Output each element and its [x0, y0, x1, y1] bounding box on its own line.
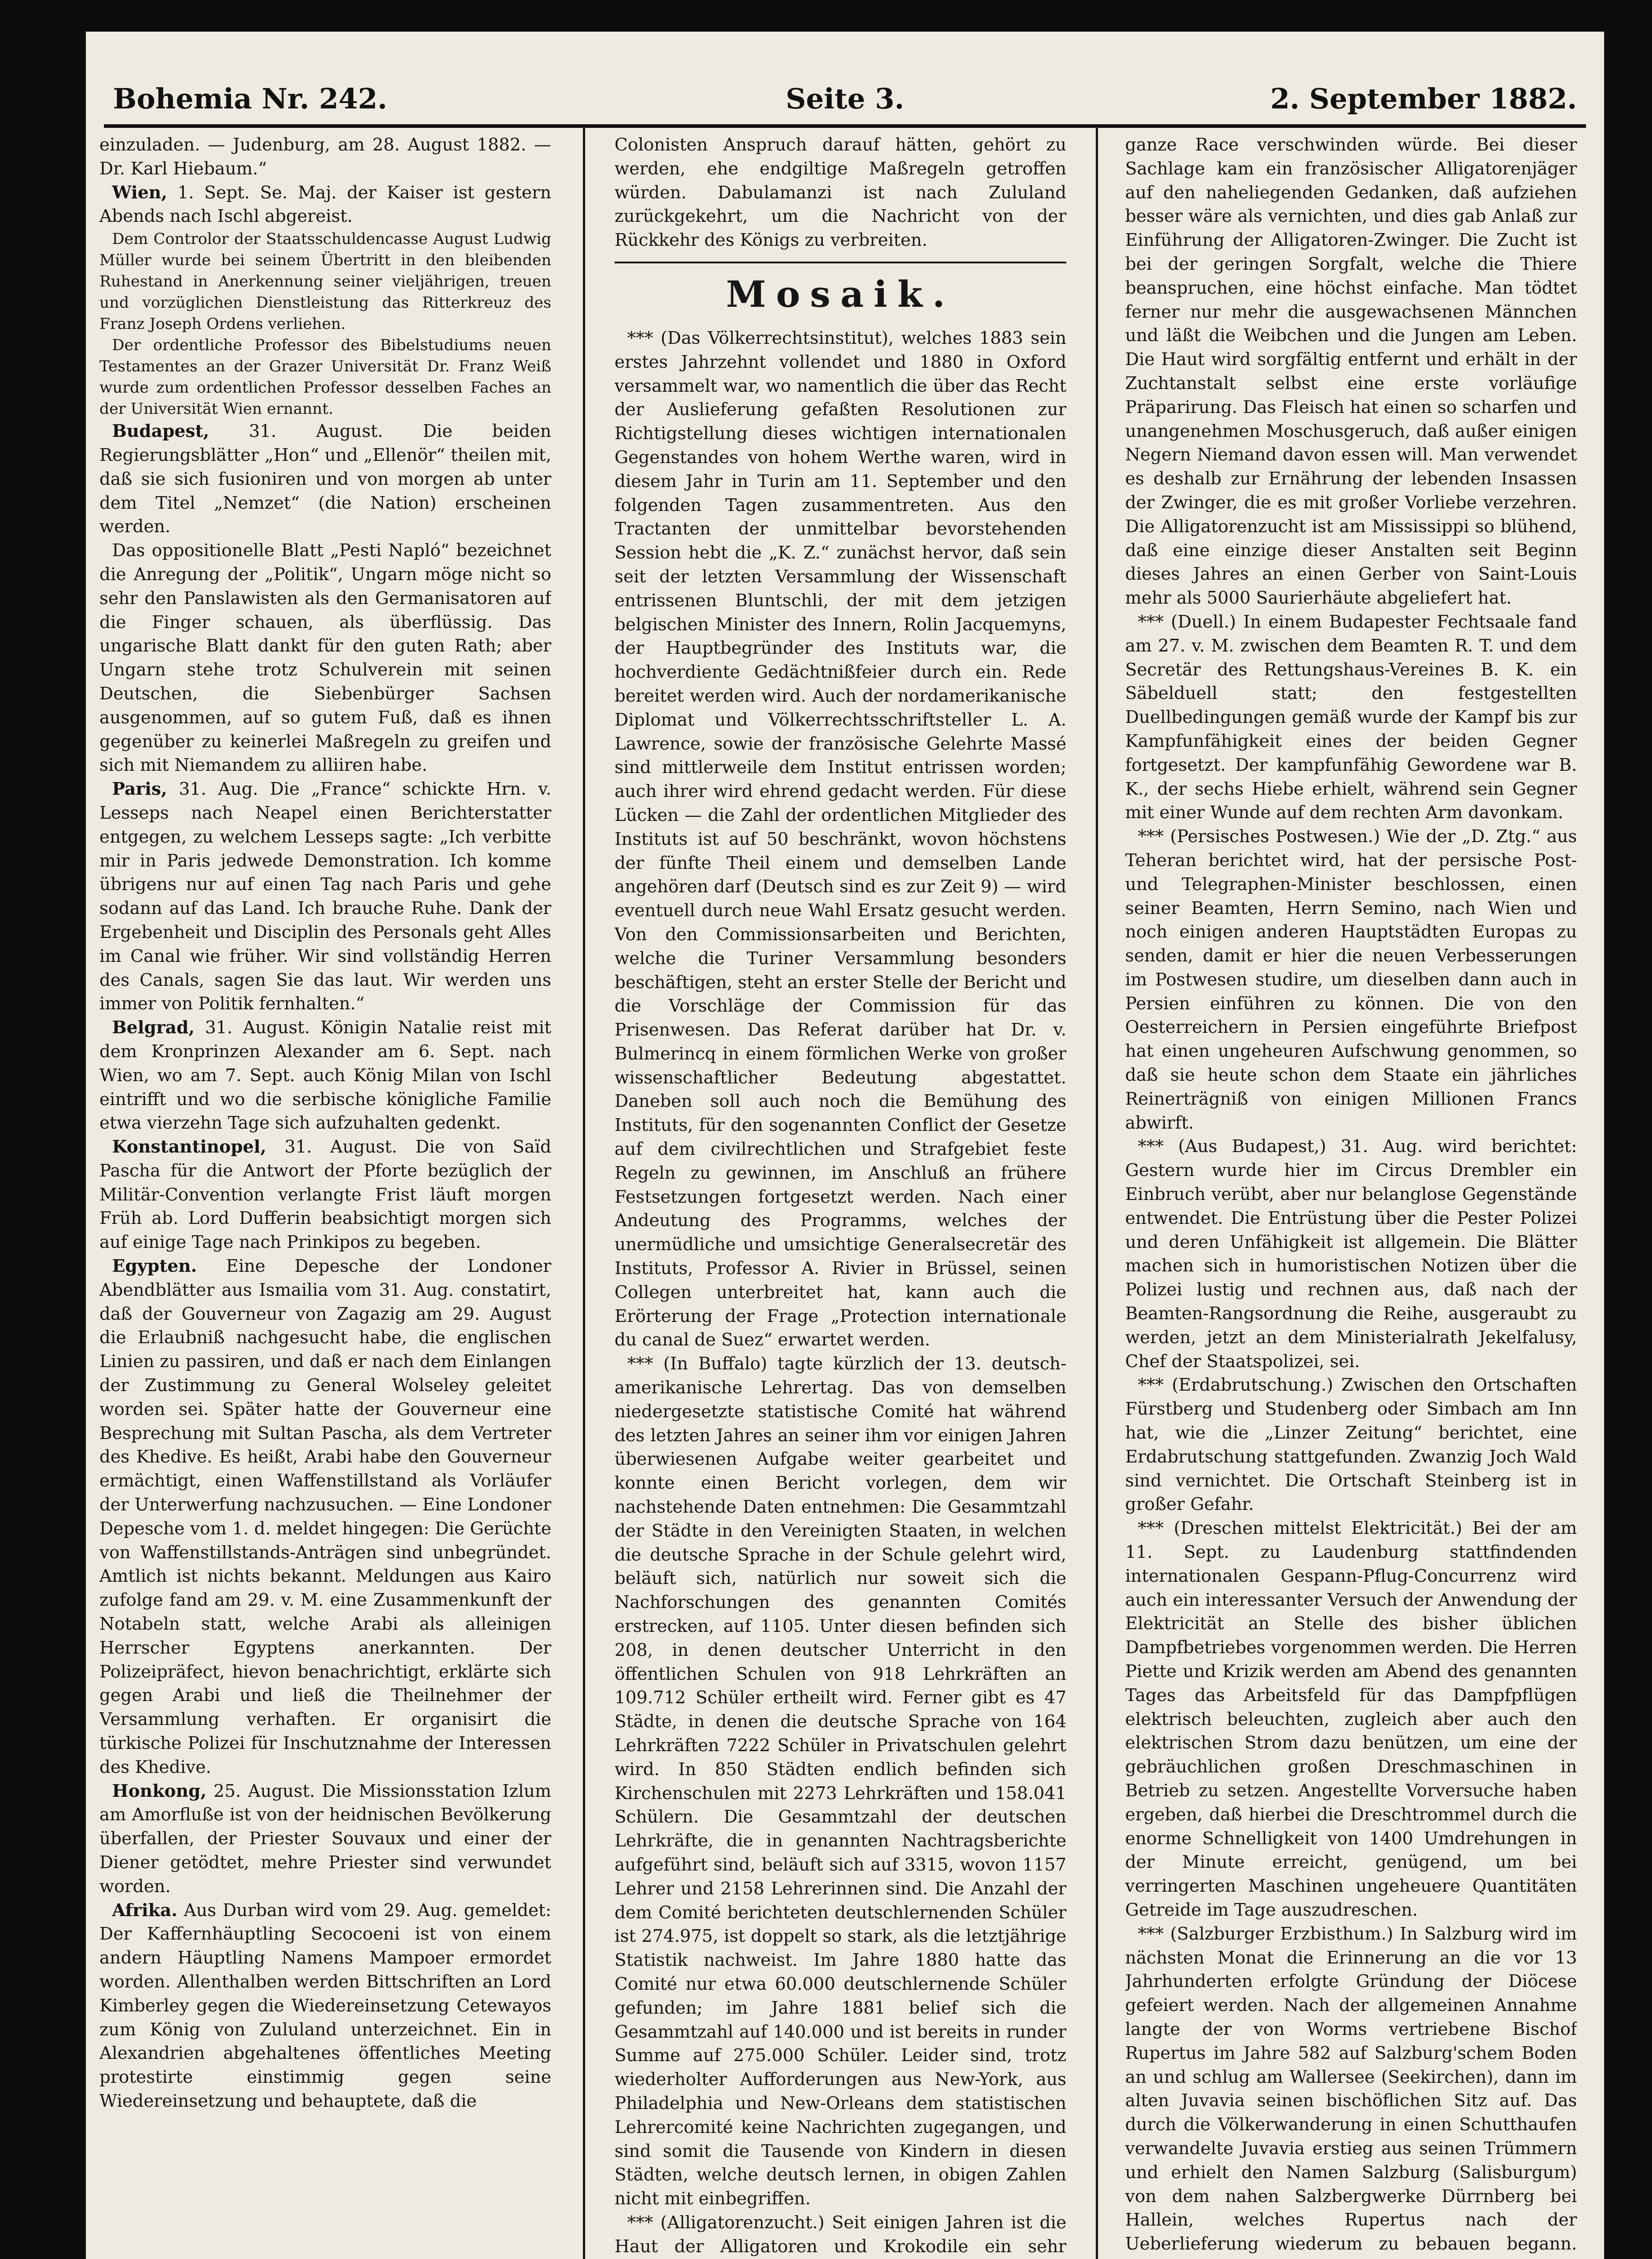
paragraph-text: 25. August. Die Missionsstation Izlum am Amorfluße ist von der heidnischen Bevölkerung überfallen, der Priester Souvaux und einer der Diener getödtet, mehre Priester sind verwundet worden.	[99, 1781, 551, 1897]
paragraph-text: ganze Race verschwinden würde. Bei dieser Sachlage kam ein französischer Alligatorenjäger auf den naheliegenden Gedanken, daß aufziehen besser wäre als vernichten, und dies gab Anlaß zur Einführung der Alligatoren-Zwinger. Die Zucht ist bei der geringen Sorgfalt, welche die Thiere beanspruchen, eine höchst einfache. Man tödtet ferner nur mehr die ausgewachsenen Männchen und läßt die Weibchen und die Jungen am Leben. Die Haut wird sorgfältig entfernt und erhält in der Zuchtanstalt selbst eine erste vorläufige Präparirung. Das Fleisch hat einen so scharfen und unangenehmen Moschusgeruch, daß außer einigen Negern Niemand davon essen will. Man verwendet es deshalb zur Ernährung der lebenden Insassen der Zwinger, die es mit großer Vorliebe verzehren. Die Alligatorenzucht ist am Mississippi so blühend, daß eine einzige dieser Anstalten seit Beginn dieses Jahres an einen Gerber von Saint-Louis mehr als 5000 Saurierhäute abgeliefert hat.	[1125, 135, 1577, 609]
paragraph-text: Dem Controlor der Staatsschuldencasse August Ludwig Müller wurde bei seinem Übertritt in den bleibenden Ruhestand in Anerkennung seiner vieljährigen, treuen und vorzüglichen Dienstleistung das Ritterkreuz des Franz Joseph Ordens verliehen.	[99, 230, 551, 333]
paragraph-text: Der ordentliche Professor des Bibelstudiums neuen Testamentes an der Grazer Universität Dr. Franz Weiß wurde zum ordentlichen Professor desselben Faches an der Universität Wien ernannt.	[99, 336, 551, 418]
paragraph-text: 1. Sept. Se. Maj. der Kaiser ist gestern Abends nach Ischl abgereist.	[99, 183, 551, 227]
dateline-place: Egypten.	[112, 1256, 197, 1277]
news-item	[99, 778, 551, 1016]
article-paragraph	[615, 2211, 1066, 2257]
section-separator	[615, 262, 1066, 263]
column-divider-1	[583, 127, 585, 2259]
paragraph-text: *** (Erdabrutschung.) Zwischen den Ortschaften Fürstberg und Studenberg oder Simbach am Inn hat, wie die „Linzer Zeitung“ berichtet, eine Erdabrutschung stattgefunden. Zwanzig Joch Wald sind vernichtet. Die Ortschaft Steinberg ist in großer Gefahr.	[1125, 1375, 1577, 1515]
dateline-place: Konstantinopel,	[112, 1137, 267, 1158]
paragraph-text: 31. Aug. Die „France“ schickte Hrn. v. Lesseps nach Neapel einen Berichterstatter entgegen, zu welchem Lesseps sagte: „Ich verbitte mir in Paris jedwede Demonstration. Ich komme übrigens nur auf einen Tag nach Paris und gehe sodann auf das Land. Ich brauche Ruhe. Dank der Ergebenheit und Disciplin des Personals geht Alles im Canal wie früher. Wir sind vollständig Herren des Canals, sagen Sie das laut. Wir werden uns immer von Politik fernhalten.“	[99, 779, 551, 1014]
article-paragraph	[1125, 1922, 1577, 2257]
article-paragraph	[99, 133, 551, 181]
dateline-place: Afrika.	[112, 1900, 178, 1921]
paragraph-text: *** (Aus Budapest,) 31. Aug. wird berichtet: Gestern wurde hier im Circus Drembler ein Einbruch verübt, aber nur belanglose Gegenstände entwendet. Die Entrüstung über die Pester Polizei und deren Unfähigkeit ist allgemein. Die Blätter machen sich in humoristischen Notizen über die Polizei lustig und rechnen aus, daß nach der Beamten-Rangsordnung die Reihe, ausgeraubt zu werden, jetzt an dem Ministerialrath Jekelfalusy, Chef der Staatspolizei, sei.	[1125, 1137, 1577, 1372]
dateline-place: Paris,	[112, 779, 167, 800]
paragraph-text: *** (Duell.) In einem Budapester Fechtsaale fand am 27. v. M. zwischen dem Beamten R. T. und dem Secretär des Rettungshaus-Vereines B. K. ein Säbelduell statt; den festgestellten Duellbedingungen gemäß wurde der Kampf bis zur Kampfunfähigkeit eines der beiden Gegner fortgesetzt. Der kampfunfähig Gewordene war B. K., der sechs Hiebe erhielt, während sein Gegner mit einer Wunde auf dem rechten Arm davonkam.	[1125, 612, 1577, 823]
masthead-title: Bohemia Nr. 242.	[113, 82, 388, 115]
paragraph-text: *** (Dreschen mittelst Elektricität.) Bei der am 11. Sept. zu Laudenburg stattfindenden internationalen Gespann-Pflug-Concurrenz wird auch ein interessanter Versuch der Anwendung der Elektricität an Stelle des bisher üblichen Dampfbetriebes vorgenommen werden. Die Herren Piette und Krizik werden am Abend des genannten Tages das Arbeitsfeld für das Dampfpflügen elektrisch beleuchten, zugleich aber auch den elektrischen Strom dazu benützen, um eine der gebräuchlichen großen Dreschmaschinen in Betrieb zu setzen. Angestellte Vorversuche haben ergeben, daß hierbei die Dreschtrommel durch die enorme Schnelligkeit von 1400 Umdrehungen in der Minute erreicht, genügend, um bei verringerten Maschinen ungeheuere Quantitäten Getreide im Tage auszudreschen.	[1125, 1518, 1577, 1920]
dateline-place: Wien,	[112, 182, 168, 203]
paragraph-text: 31. August. Die von Saïd Pascha für die Antwort der Pforte bezüglich der Militär-Convention verlangte Frist läuft morgen Früh ab. Lord Dufferin beabsichtigt morgen sich auf einige Tage nach Prinkipos zu begeben.	[99, 1137, 551, 1253]
page-number: Seite 3.	[785, 82, 905, 115]
paragraph-text: einzuladen. — Judenburg, am 28. August 1882. — Dr. Karl Hiebaum.“	[99, 135, 551, 179]
news-item	[99, 1135, 551, 1255]
paragraph-text: Das oppositionelle Blatt „Pesti Napló“ bezeichnet die Anregung der „Politik“, Ungarn möge nicht so sehr den Panslawisten als den Germanisatoren auf die Finger schauen, als überflüssig. Das ungarische Blatt dankt für den guten Rath; aber Ungarn stehe trotz Schulverein mit seinen Deutschen, die Siebenbürger Sachsen ausgenommen, auf so gutem Fuß, daß es ihnen gegenüber zu keinerlei Maßregeln zu greifen und sich mit Niemandem zu alliiren habe.	[99, 541, 551, 776]
article-paragraph	[615, 1352, 1066, 2211]
paragraph-text: *** (Alligatorenzucht.) Seit einigen Jahren ist die Haut der Alligatoren und Krokodile ein sehr	[615, 2212, 1066, 2257]
news-item	[99, 420, 551, 539]
article-paragraph	[1125, 610, 1577, 825]
article-paragraph	[99, 335, 551, 420]
dateline-place: Honkong,	[112, 1781, 207, 1801]
paragraph-text: *** (Persisches Postwesen.) Wie der „D. Ztg.“ aus Teheran berichtet wird, hat der persische Post- und Telegraphen-Minister beschlossen, einen seiner Beamten, Herrn Semino, nach Wien und noch einigen anderen Hauptstädten Europas zu senden, damit er hier die neuen Verbesserungen im Postwesen studire, um dieselben dann auch in Persien einführen zu können. Die von den Oesterreichern in Persien eingeführte Briefpost hat einen ungeheuren Aufschwung genommen, so daß sie heute schon dem Staate ein jährliches Reinerträgniß von einigen Millionen Francs abwirft.	[1125, 827, 1577, 1133]
paragraph-text: Colonisten Anspruch darauf hätten, gehört zu werden, ehe endgiltige Maßregeln getroffen würden. Dabulamanzi ist nach Zululand zurückgekehrt, um die Nachricht von der Rückkehr des Königs zu verbreiten.	[615, 135, 1066, 251]
header-rule	[104, 124, 1586, 128]
news-item	[99, 1016, 551, 1135]
article-paragraph	[1125, 133, 1577, 610]
article-paragraph	[99, 229, 551, 335]
news-item	[99, 1899, 551, 2114]
article-paragraph	[615, 327, 1066, 1352]
dateline-place: Belgrad,	[112, 1017, 195, 1038]
issue-date: 2. September 1882.	[1270, 82, 1577, 115]
dateline-place: Budapest,	[112, 421, 209, 442]
column-mosaik	[615, 133, 1066, 2257]
paragraph-text: Aus Durban wird vom 29. Aug. gemeldet: Der Kaffernhäuptling Secocoeni ist von einem andern Häuptling Namens Mampoer ermordet worden. Allenthalben werden Bittschriften an Lord Kimberley gegen die Wiedereinsetzung Cetewayos zum König von Zululand unterzeichnet. Ein in Alexandrien abgehaltenes öffentliches Meeting protestirte einstimmig gegen seine Wiedereinsetzung und behauptete, daß die	[99, 1900, 551, 2111]
news-item	[99, 181, 551, 229]
news-item	[99, 1780, 551, 1899]
newspaper-page	[86, 32, 1604, 2259]
article-paragraph	[1125, 825, 1577, 1135]
paragraph-text: 31. August. Die beiden Regierungsblätter „Hon“ und „Ellenör“ theilen mit, daß sie sich fusioniren und von morgen ab unter dem Titel „Nemzet“ (die Nation) erscheinen werden.	[99, 422, 551, 537]
article-paragraph	[1125, 1373, 1577, 1517]
news-item	[99, 1255, 551, 1780]
paragraph-text: 31. August. Königin Natalie reist mit dem Kronprinzen Alexander am 6. Sept. nach Wien, wo am 7. Sept. auch König Milan von Ischl eintrifft und wo die serbische königliche Familie etwa vierzehn Tage sich aufzuhalten gedenkt.	[99, 1018, 551, 1134]
paragraph-text: *** (Salzburger Erzbisthum.) In Salzburg wird im nächsten Monat die Erinnerung an die vor 13 Jahrhunderten erfolgte Gründung der Diöcese gefeiert werden. Nach der allgemeinen Annahme langte der von Worms vertriebene Bischof Rupertus im Jahre 582 auf Salzburg'schem Boden an und schlug am Wallersee (Seekirchen), dann im alten Juvavia seinen bischöflichen Sitz auf. Das durch die Völkerwanderung in einen Schutthaufen verwandelte Juvavia erstieg aus seinen Trümmern und erhielt den Namen Salzburg (Salisburgum) von dem nahen Salzbergwerke Dürrnberg bei Hallein, welches Rupertus nach der Ueberlieferung wiederum zu bebauen begann.	[1125, 1924, 1577, 2254]
column-divider-2	[1096, 127, 1098, 2259]
column-news	[99, 133, 551, 2257]
paragraph-text: *** (In Buffalo) tagte kürzlich der 13. deutsch-amerikanische Lehrertag. Das von demselben niedergesetzte statistische Comité hat während des letzten Jahres an seiner ihm vor einigen Jahren überwiesenen Aufgabe weiter gearbeitet und konnte einen Bericht vorlegen, dem wir nachstehende Daten entnehmen: Die Gesammtzahl der Städte in den Vereinigten Staaten, in welchen die deutsche Sprache in der Schule gelehrt wird, beläuft sich, natürlich nur soweit sich die Nachforschungen des genannten Comités erstrecken, auf 1105. Unter diesen befinden sich 208, in denen deutscher Unterricht in den öffentlichen Schulen von 918 Lehrkräften an 109.712 Schüler ertheilt wird. Ferner gibt es 47 Städte, in denen die deutsche Sprache von 164 Lehrkräften 7222 Schüler in Privatschulen gelehrt wird. In 850 Städten endlich befinden sich Kirchenschulen mit 2273 Lehrkräften und 158.041 Schülern. Die Gesammtzahl der deutschen Lehrkräfte, die in genannten Nachtragsberichte aufgeführt sind, beläuft sich auf 3315, wovon 1157 Lehrer und 2158 Lehrerinnen sind. Die Anzahl der dem Comité berichteten deutschlernenden Schüler ist 274.975, ist doppelt so stark, als die letztjährige Statistik nachweist. Im Jahre 1880 hatte das Comité nur etwa 60.000 deutschlernende Schüler gefunden; im Jahre 1881 belief sich die Gesammtzahl auf 140.000 und ist bereits in runder Summe auf 275.000 Schüler. Leider sind, trotz wiederholter Aufforderungen aus New-York, aus Philadelphia und New-Orleans dem statistischen Lehrercomité keine Nachrichten zugegangen, und sind somit die Tausende von Kindern in diesen Städten, welche deutsch lernen, in obigen Zahlen nicht mit einbegriffen.	[615, 1354, 1066, 2209]
paragraph-text: Eine Depesche der Londoner Abendblätter aus Ismailia vom 31. Aug. constatirt, daß der Gouverneur von Zagazig am 29. August die Erlaubniß nachgesucht habe, die englischen Linien zu passiren, und daß er nach dem Einlangen der Zustimmung zu General Wolseley geleitet worden sei. Später hatte der Gouverneur eine Besprechung mit Sultan Pascha, als dem Vertreter des Khedive. Es heißt, Arabi habe den Gouverneur ermächtigt, einen Waffenstillstand als Vorläufer der Unterwerfung nachzusuchen. — Eine Londoner Depesche vom 1. d. meldet hingegen: Die Gerüchte von Waffenstillstands-Anträgen sind unbegründet. Amtlich ist nichts bekannt. Meldungen aus Kairo zufolge fand am 29. v. M. eine Zusammenkunft der Notabeln statt, welche Arabi als alleinigen Herrscher Egyptens anerkannten. Der Polizeipräfect, hievon benachrichtigt, erklärte sich gegen Arabi und ließ die Theilnehmer der Versammlung verhaften. Er organisirt die türkische Polizei für Inschutznahme der Interessen des Khedive.	[99, 1256, 551, 1777]
section-heading: Mosaik.	[726, 272, 955, 315]
article-paragraph	[1125, 1517, 1577, 1922]
page-header	[113, 59, 1577, 127]
column-mosaik-continued	[1125, 133, 1577, 2257]
paragraph-text: *** (Das Völkerrechtsinstitut), welches 1883 sein erstes Jahrzehnt vollendet und 1880 in Oxford versammelt war, wo namentlich die über das Recht der Auslieferung gefaßten Resolutionen zur Richtigstellung dieses wichtigen internationalen Gegenstandes von hohem Werthe waren, wird in diesem Jahr in Turin am 11. September und den folgenden Tagen zusammentreten. Aus den Tractanten der unmittelbar bevorstehenden Session hebt die „K. Z.“ zunächst hervor, daß sein seit der letzten Versammlung der Wissenschaft entrissenen Bluntschli, der mit dem jetzigen belgischen Minister des Innern, Rolin Jacquemyns, der Hauptbegründer des Instituts war, die hochverdiente Gedächtnißfeier durch ein. Rede bereitet werden wird. Auch der nordamerikanische Diplomat und Völkerrechtsschriftsteller L. A. Lawrence, sowie der französische Gelehrte Massé sind mittlerweile dem Institut entrissen worden; auch ihrer wird ehrend gedacht werden. Für diese Lücken — die Zahl der ordentlichen Mitglieder des Instituts ist auf 50 beschränkt, wovon höchstens der fünfte Theil einem und demselben Lande angehören darf (Deutsch sind es zur Zeit 9) — wird eventuell durch neue Wahl Ersatz gesucht werden. Von den Commissionsarbeiten und Berichten, welche die Turiner Versammlung besonders beschäftigen, steht an erster Stelle der Bericht und die Vorschläge der Commission für das Prisenwesen. Das Referat darüber hat Dr. v. Bulmerincq in einem förmlichen Werke von großer wissenschaftlicher Bedeutung abgestattet. Daneben soll auch noch die Bemühung des Instituts, für den sogenannten Conflict der Gesetze auf dem civilrechtlichen und Strafgebiet feste Regeln zu gewinnen, im Anschluß an frühere Festsetzungen fortgesetzt werden. Nach einer Andeutung des Programms, welches der unermüdliche und umsichtige Generalsecretär des Instituts, Professor A. Rivier in Brüssel, seinen Collegen unterbreitet hat, kann auch die Erörterung der Frage „Protection internationale du canal de Suez“ erwartet werden.	[615, 328, 1066, 1350]
article-paragraph	[615, 133, 1066, 253]
article-paragraph	[1125, 1135, 1577, 1373]
article-paragraph	[99, 539, 551, 778]
